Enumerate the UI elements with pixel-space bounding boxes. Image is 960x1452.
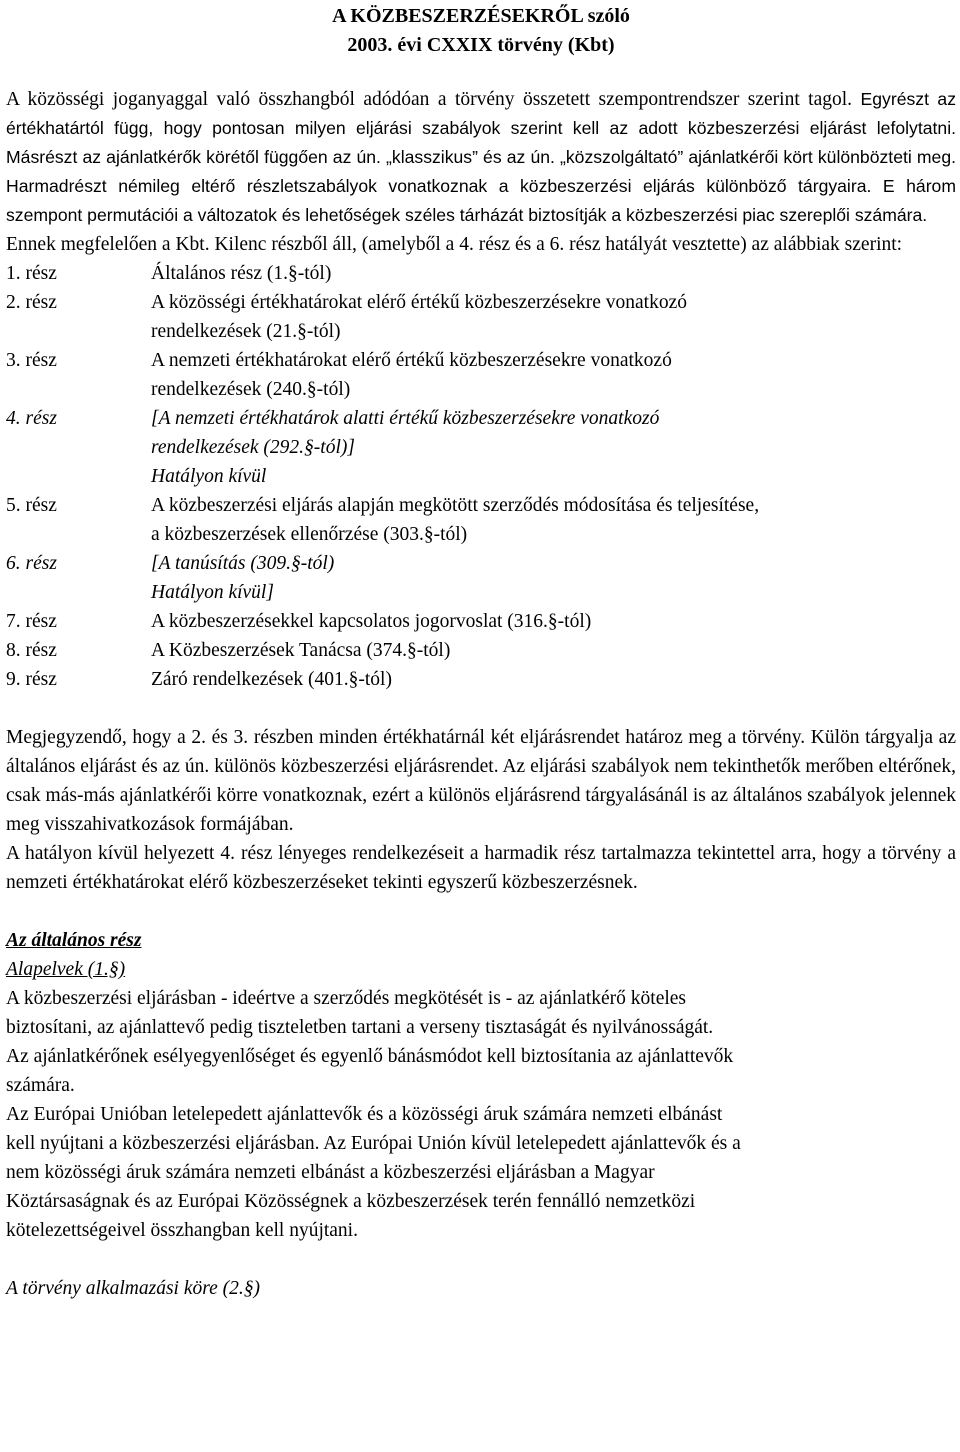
closing-paragraph-2: A hatályon kívül helyezett 4. rész lényeges rendelkezéseit a harmadik rész tartalmazza tekintettel arra, hogy a törvény a nemzeti értékhatárokat elérő közbeszerzéseket tekinti egyszerű közbeszerzésnek.: [6, 843, 956, 893]
part-title: Hatályon kívül]: [151, 582, 274, 603]
part-number: [6, 578, 151, 607]
part-row: [6, 462, 956, 491]
part-row: [6, 288, 956, 317]
intro-sans-text: Egyrészt az értékhatártól függ, hogy pontosan milyen eljárási szabályok szerint kell az adott közbeszerzési eljárást lefolytatni. Másrészt az ajánlatkérők körétől függően az ún. „klasszikus” és az ún. „közszolgáltató” ajánlatkérői kört különbözteti meg. Harmadrészt némileg eltérő részletszabályok vonatkoznak a közbeszerzési eljárás különböző tárgyaira. E három szempont permutációi a változatok és lehetőségek széles tárházát biztosítják a közbeszerzési piac szereplői számára.: [6, 89, 956, 225]
part-title: A nemzeti értékhatárokat elérő értékű közbeszerzésekre vonatkozó: [151, 350, 672, 371]
section-line: Az ajánlatkérőnek esélyegyenlőséget és egyenlő bánásmódot kell biztosítania az ajánlattevők: [6, 1046, 734, 1067]
part-number: [6, 433, 151, 462]
document-title: [6, 2, 956, 60]
part-row: [6, 375, 956, 404]
part-number: [6, 520, 151, 549]
part-title: [A tanúsítás (309.§-tól): [151, 553, 335, 574]
document-page: [6, 0, 956, 1303]
part-title: rendelkezések (240.§-tól): [151, 379, 351, 400]
part-title: rendelkezések (21.§-tól): [151, 321, 341, 342]
part-row: [6, 665, 956, 694]
part-number: 9. rész: [6, 669, 57, 690]
part-row: [6, 433, 956, 462]
part-row: [6, 578, 956, 607]
part-title: a közbeszerzések ellenőrzése (303.§-tól): [151, 524, 468, 545]
part-title: A közösségi értékhatárokat elérő értékű közbeszerzésekre vonatkozó: [151, 292, 688, 313]
part-row: [6, 636, 956, 665]
section-heading: Az általános rész: [6, 930, 142, 951]
next-heading: A törvény alkalmazási köre (2.§): [6, 1278, 260, 1299]
part-title: Hatályon kívül: [151, 466, 267, 487]
section-line: biztosítani, az ajánlattevő pedig tiszteletben tartani a verseny tisztaságát és nyilvánosságát.: [6, 1017, 714, 1038]
part-row: [6, 520, 956, 549]
part-number: [6, 317, 151, 346]
part-row: [6, 607, 956, 636]
section-subheading: Alapelvek (1.§): [6, 959, 126, 980]
part-title: rendelkezések (292.§-tól)]: [151, 437, 355, 458]
part-number: 7. rész: [6, 611, 57, 632]
title-line-1: A KÖZBESZERZÉSEKRŐL szóló: [332, 5, 630, 27]
section-line: A közbeszerzési eljárásban - ideértve a szerződés megkötését is - az ajánlatkérő köteles: [6, 988, 687, 1009]
part-title: Záró rendelkezések (401.§-tól): [151, 669, 392, 690]
section-line: Az Európai Unióban letelepedett ajánlattevők és a közösségi áruk számára nemzeti elbánást: [6, 1104, 723, 1125]
part-number: 6. rész: [6, 553, 57, 574]
part-row: [6, 317, 956, 346]
part-title: A közbeszerzésekkel kapcsolatos jogorvoslat (316.§-tól): [151, 611, 592, 632]
section-line: számára.: [6, 1075, 75, 1096]
closing-paragraph-1: Megjegyzendő, hogy a 2. és 3. részben minden értékhatárnál két eljárásrendet határoz meg a törvény. Külön tárgyalja az általános eljárást és az ún. különös közbeszerzési eljárásrendet. Az eljárási szabályok nem tekinthetők merőben eltérőnek, csak más-más ajánlatkérői körre vonatkoznak, ezért a különös eljárásrend tárgyalásánál is az általános szabályok jelennek meg visszahivatkozások formájában.: [6, 727, 956, 835]
part-number: [6, 375, 151, 404]
part-number: 2. rész: [6, 292, 57, 313]
section-line: kell nyújtani a közbeszerzési eljárásban. Az Európai Unión kívül letelepedett ajánlattevők és a: [6, 1133, 741, 1154]
section-line: kötelezettségeivel összhangban kell nyújtani.: [6, 1220, 358, 1241]
section-line: nem közösségi áruk számára nemzeti elbánást a közbeszerzési eljárásban a Magyar: [6, 1162, 655, 1183]
part-number: 8. rész: [6, 640, 57, 661]
part-number: 3. rész: [6, 350, 57, 371]
section-lines: [6, 984, 956, 1245]
part-row: [6, 346, 956, 375]
part-row: [6, 259, 956, 288]
intro-serif-text: A közösségi joganyaggal való összhangból adódóan a törvény összetett szempontrendszer szerint tagol.: [6, 89, 853, 110]
title-line-2: 2003. évi CXXIX törvény (Kbt): [347, 34, 615, 56]
part-number: 4. rész: [6, 408, 57, 429]
part-title: A Közbeszerzések Tanácsa (374.§-tól): [151, 640, 451, 661]
part-title: [A nemzeti értékhatárok alatti értékű közbeszerzésekre vonatkozó: [151, 408, 660, 429]
intro-paragraph-1: [6, 85, 956, 230]
part-title: A közbeszerzési eljárás alapján megkötött szerződés módosítása és teljesítése,: [151, 495, 760, 516]
part-row: [6, 491, 956, 520]
parts-list: [6, 259, 956, 694]
intro-section: [6, 85, 956, 259]
part-number: 5. rész: [6, 495, 57, 516]
part-row: [6, 549, 956, 578]
intro-paragraph-2: Ennek megfelelően a Kbt. Kilenc részből áll, (amelyből a 4. rész és a 6. rész hatályát vesztette) az alábbiak szerint:: [6, 234, 903, 255]
part-row: [6, 404, 956, 433]
general-section: [6, 926, 956, 1245]
part-number: [6, 462, 151, 491]
section-line: Köztársaságnak és az Európai Közösségnek a közbeszerzések terén fennálló nemzetközi: [6, 1191, 696, 1212]
part-title: Általános rész (1.§-tól): [151, 263, 332, 284]
closing-section: [6, 723, 956, 897]
part-number: 1. rész: [6, 263, 57, 284]
